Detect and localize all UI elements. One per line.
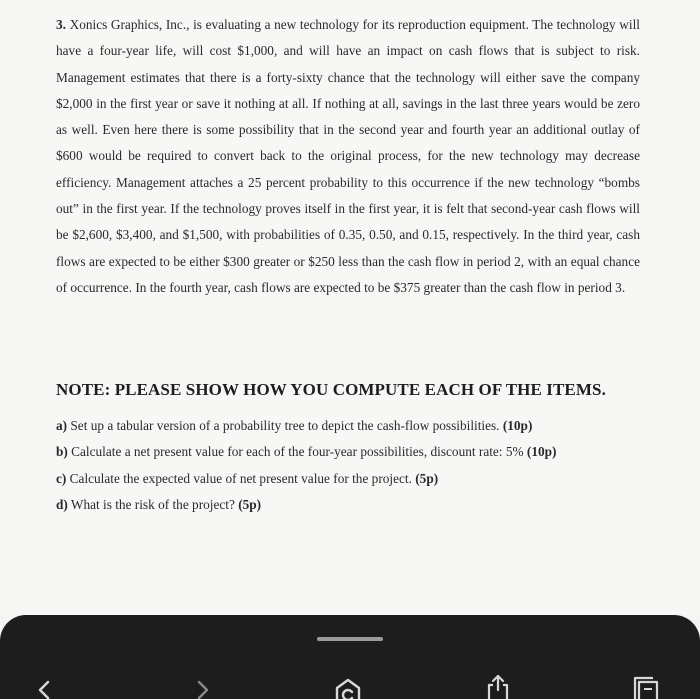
problem-statement	[56, 12, 640, 301]
question-text: Calculate a net present value for each of the four-year possibilities, discount rate: 5%	[71, 444, 524, 460]
home-indicator[interactable]	[317, 637, 383, 641]
share-icon[interactable]	[486, 674, 510, 699]
question-label: a)	[56, 418, 68, 433]
tabs-icon[interactable]	[631, 676, 661, 699]
question-item-c	[56, 466, 656, 492]
question-label: d)	[56, 497, 68, 513]
question-points: (5p)	[238, 497, 262, 513]
back-chevron-icon[interactable]	[34, 680, 54, 699]
note-heading: NOTE: PLEASE SHOW HOW YOU COMPUTE EACH OF THE ITEMS.	[56, 380, 606, 399]
question-text: Calculate the expected value of net present value for the project.	[69, 470, 412, 486]
question-text: Set up a tabular version of a probability tree to depict the cash-flow possibilities.	[70, 418, 500, 433]
problem-number: 3.	[56, 17, 66, 32]
question-item-a	[56, 413, 656, 439]
question-points: (10p)	[502, 418, 533, 433]
question-item-d	[56, 492, 656, 518]
question-label: b)	[56, 444, 68, 460]
forward-chevron-icon[interactable]	[193, 680, 213, 699]
home-icon[interactable]	[333, 678, 363, 699]
question-points: (5p)	[415, 470, 439, 486]
question-label: c)	[56, 470, 67, 486]
question-item-b	[56, 439, 656, 465]
problem-text: Xonics Graphics, Inc., is evaluating a new technology for its reproduction equipment. The technology will have a four-year life, will cost $1,000, and will have an impact on cash flows that is subject to risk. Management estimates that there is a forty-sixty chance that the technology will either save the company $2,000 in the first year or save it nothing at all. If nothing at all, savings in the last three years would be zero as well. Even here there is some possibility that in the second year and fourth year an additional outlay of $600 would be required to convert back to the original process, for the new technology may decrease efficiency. Management attaches a 25 percent probability to this occurrence if the new technology “bombs out” in the first year. If the technology proves itself in the first year, it is felt that second-year cash flows will be $2,600, $3,400, and $1,500, with probabilities of 0.35, 0.50, and 0.15, respectively. In the third year, cash flows are expected to be either $300 greater or $250 less than the cash flow in period 2, with an equal chance of occurrence. In the fourth year, cash flows are expected to be $375 greater than the cash flow in period 3.	[56, 17, 640, 295]
question-points: (10p)	[526, 444, 557, 460]
question-text: What is the risk of the project?	[70, 497, 235, 513]
question-list	[56, 413, 656, 519]
